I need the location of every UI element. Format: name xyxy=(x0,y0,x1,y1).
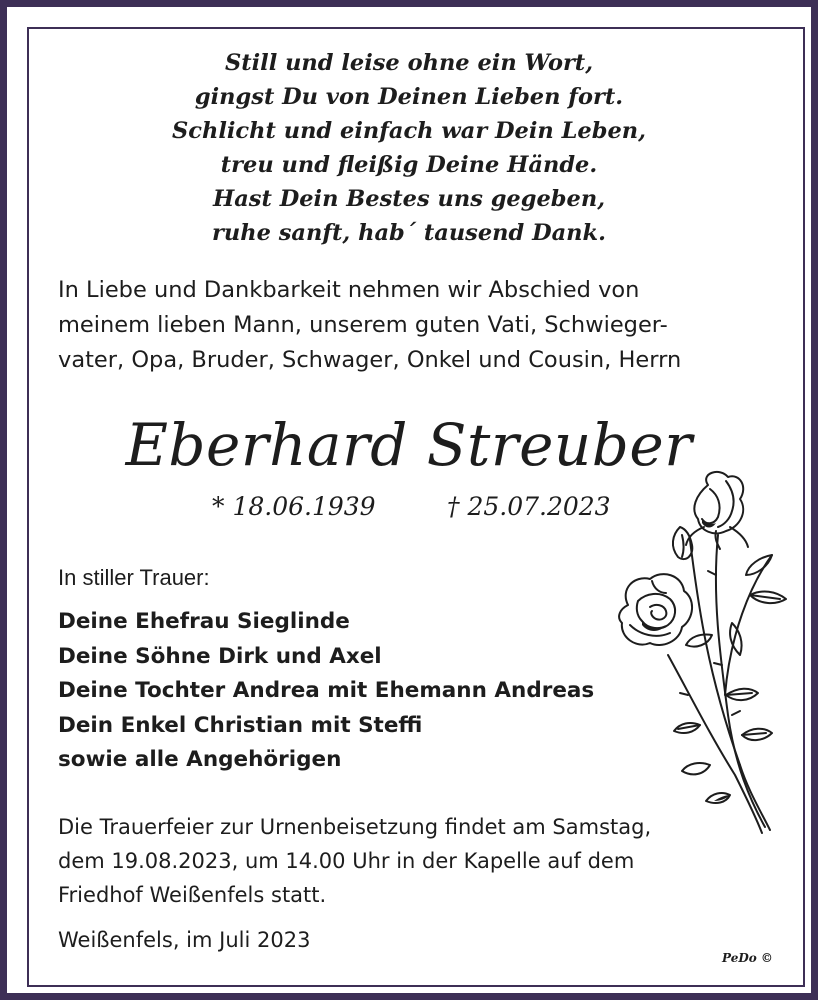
poem-line: Schlicht und einfach war Dein Leben, xyxy=(172,118,646,144)
poem-line: Hast Dein Bestes uns gegeben, xyxy=(212,186,606,212)
poem-line: Still und leise ohne ein Wort, xyxy=(224,50,594,76)
ceremony-line: Friedhof Weißenfels statt. xyxy=(58,883,327,907)
roses-icon xyxy=(590,465,800,840)
designer-signature: PeDo © xyxy=(722,951,773,965)
poem xyxy=(0,46,818,250)
poem-line: treu und fleißig Deine Hände. xyxy=(220,152,598,178)
ceremony-line: dem 19.08.2023, um 14.00 Uhr in der Kapelle auf dem xyxy=(58,849,635,873)
intro-line: vater, Opa, Bruder, Schwager, Onkel und Cousin, Herrn xyxy=(58,347,682,373)
mourner: sowie alle Angehörigen xyxy=(58,747,342,772)
ceremony-line: Die Trauerfeier zur Urnenbeisetzung findet am Samstag, xyxy=(58,815,652,839)
intro-line: meinem lieben Mann, unserem guten Vati, Schwieger- xyxy=(58,312,668,338)
deceased-name: Eberhard Streuber xyxy=(125,411,693,479)
poem-line: ruhe sanft, hab´ tausend Dank. xyxy=(212,220,606,246)
poem-line: gingst Du von Deinen Lieben fort. xyxy=(194,84,624,110)
intro-text xyxy=(58,273,758,378)
mourners-list xyxy=(58,605,594,778)
death-date: † 25.07.2023 xyxy=(447,492,611,521)
birth-date: * 18.06.1939 xyxy=(212,492,376,521)
mourner: Deine Söhne Dirk und Axel xyxy=(58,643,382,669)
ceremony-info xyxy=(58,810,651,912)
mourner: Deine Tochter Andrea mit Ehemann Andreas xyxy=(58,678,595,703)
place-date: Weißenfels, im Juli 2023 xyxy=(58,928,311,952)
mourning-label: In stiller Trauer: xyxy=(58,565,210,590)
intro-line: In Liebe und Dankbarkeit nehmen wir Abschied von xyxy=(58,277,640,303)
mourner: Dein Enkel Christian mit Steffi xyxy=(58,712,423,738)
mourner: Deine Ehefrau Sieglinde xyxy=(58,609,350,634)
